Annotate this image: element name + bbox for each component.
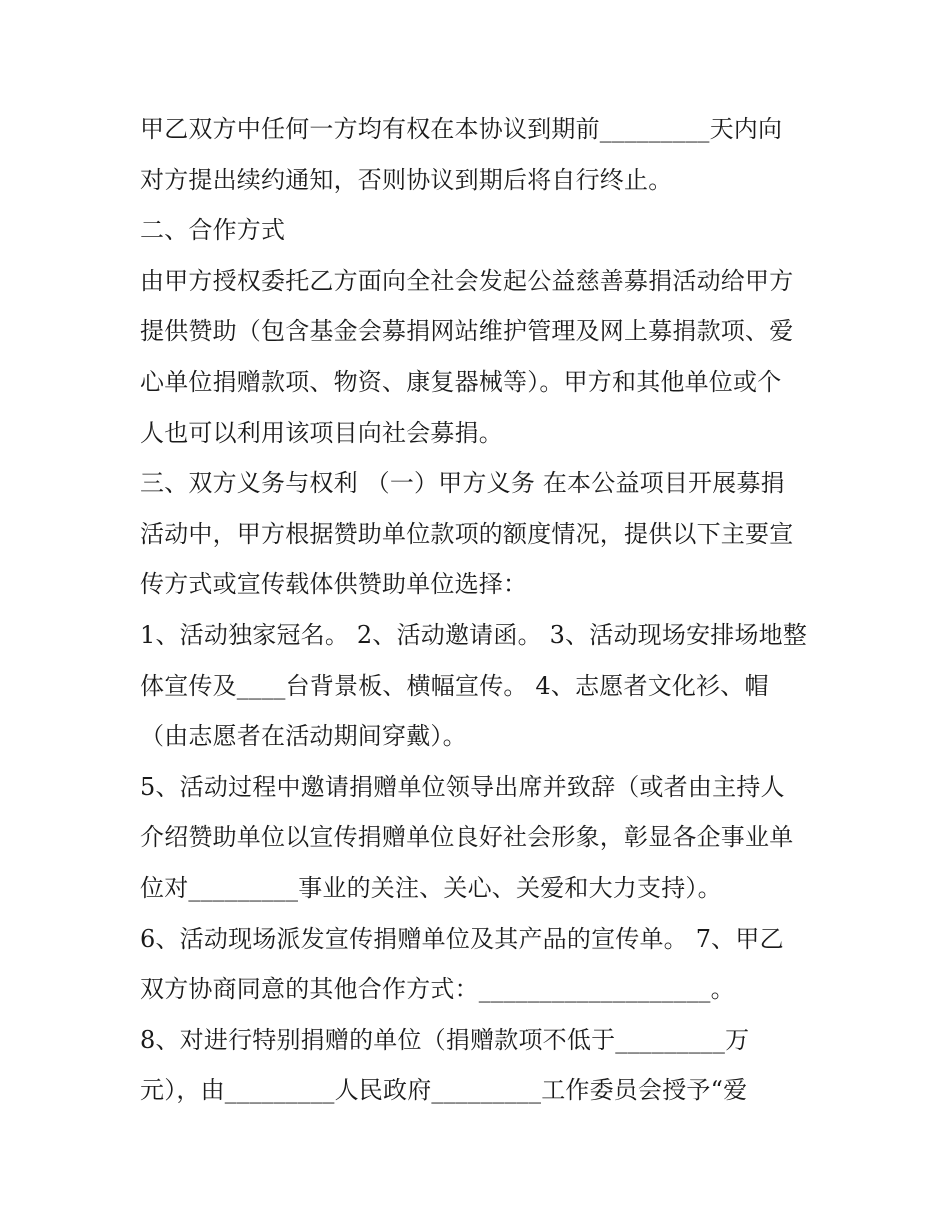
section-heading: 三、双方义务与权利 （一）甲方义务 在本公益项目开展募捐 xyxy=(140,469,785,498)
text-line: 5、活动过程中邀请捐赠单位领导出席并致辞（或者由主持人 xyxy=(140,772,785,801)
text-line: 由甲方授权委托乙方面向全社会发起公益慈善募捐活动给甲方 xyxy=(140,266,794,295)
text-line: 传方式或宣传载体供赞助单位选择： xyxy=(140,570,528,599)
text-line: 对方提出续约通知，否则协议到期后将自行终止。 xyxy=(140,165,673,194)
text-line: 心单位捐赠款项、物资、康复器械等）。甲方和其他单位或个 xyxy=(140,367,782,396)
document-body xyxy=(140,104,815,1116)
text-line: 人也可以利用该项目向社会募捐。 xyxy=(140,418,503,447)
text-line: 介绍赞助单位以宣传捐赠单位良好社会形象，彰显各企事业单 xyxy=(140,823,794,852)
text-line: 活动中，甲方根据赞助单位款项的额度情况，提供以下主要宣 xyxy=(140,519,794,548)
text-line: 双方协商同意的其他合作方式：___________________。 xyxy=(140,975,735,1004)
section-heading: 二、合作方式 xyxy=(140,216,286,245)
text-line: 位对_________事业的关注、关心、关爱和大力支持）。 xyxy=(140,873,722,902)
text-line: 元），由_________人民政府_________工作委员会授予“爱 xyxy=(140,1076,748,1105)
text-line: （由志愿者在活动期间穿戴）。 xyxy=(140,722,467,751)
text-line: 6、活动现场派发宣传捐赠单位及其产品的宣传单。 7、甲乙 xyxy=(140,924,784,953)
text-line: 体宣传及____台背景板、横幅宣传。 4、志愿者文化衫、帽 xyxy=(140,671,769,700)
text-line: 8、对进行特别捐赠的单位（捐赠款项不低于_________万 xyxy=(140,1025,750,1054)
text-line: 提供赞助（包含基金会募捐网站维护管理及网上募捐款项、爱 xyxy=(140,317,794,346)
text-line: 1、活动独家冠名。 2、活动邀请函。 3、活动现场安排场地整 xyxy=(140,620,808,649)
text-line: 甲乙双方中任何一方均有权在本协议到期前_________天内向 xyxy=(140,115,783,143)
